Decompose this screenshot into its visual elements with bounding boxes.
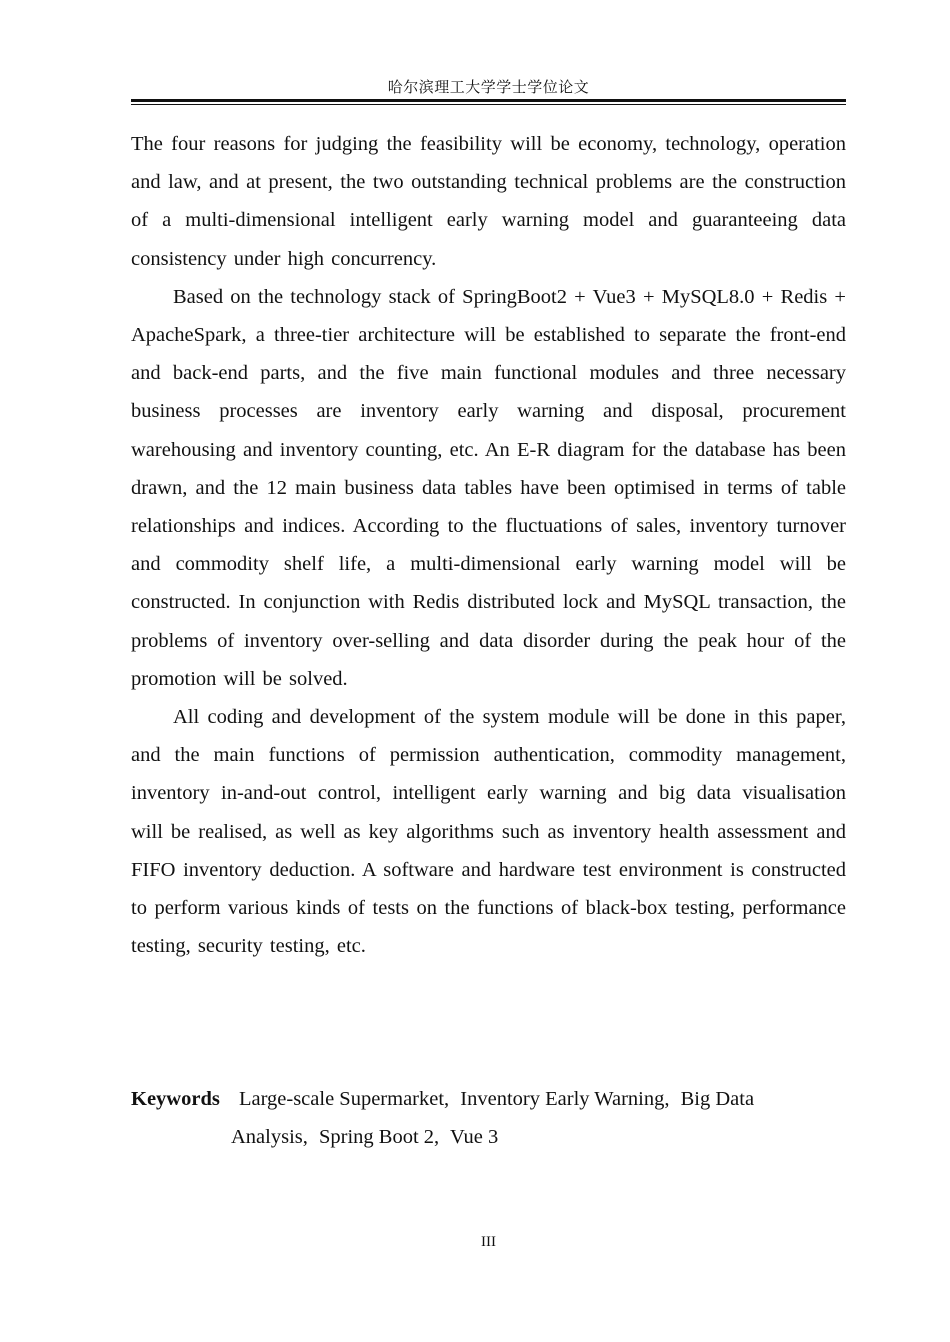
- keyword-item: Big Data: [680, 1088, 755, 1110]
- keywords-block: [131, 1080, 846, 1156]
- header-rule-thin: [131, 104, 846, 105]
- header-rule-thick: [131, 99, 846, 102]
- keyword-item: Large-scale Supermarket,: [238, 1088, 450, 1110]
- keyword-item: Vue 3: [449, 1126, 499, 1148]
- paragraph-1: The four reasons for judging the feasibility will be economy, technology, operation and law, and at present, the two outstanding technical problems are the construction of a multi-dimensional intelligent early warning model and guaranteeing data consistency under high concurrency.: [131, 133, 846, 270]
- abstract-body: [131, 125, 846, 965]
- paragraph-3: All coding and development of the system module will be done in this paper, and the main functions of permission authentication, commodity management, inventory in-and-out control, intelligent early warning and big data visualisation will be realised, as well as key algorithms such as inventory health assessment and FIFO inventory deduction. A software and hardware test environment is constructed to perform various kinds of tests on the functions of black-box testing, performance testing, security testing, etc.: [131, 706, 846, 958]
- keyword-item: Spring Boot 2,: [319, 1126, 440, 1148]
- keywords-line-1: [131, 1080, 846, 1118]
- paragraph-2: Based on the technology stack of SpringBoot2 + Vue3 + MySQL8.0 + Redis + ApacheSpark, a three-tier architecture will be established to separate the front-end and back-end parts, and the five main functional modules and three necessary business processes are inventory early warning and disposal, procurement warehousing and inventory counting, etc. An E-R diagram for the database has been drawn, and the 12 main business data tables have been optimised in terms of table relationships and indices. According to the fluctuations of sales, inventory turnover and commodity shelf life, a multi-dimensional early warning model will be constructed. In conjunction with Redis distributed lock and MySQL transaction, the problems of inventory over-selling and data disorder during the peak hour of the promotion will be solved.: [131, 285, 846, 690]
- keywords-label: Keywords: [131, 1088, 220, 1110]
- keywords-line-2: [131, 1118, 846, 1156]
- page-header: 哈尔滨理工大学学士学位论文: [387, 80, 590, 96]
- keyword-item: Inventory Early Warning,: [460, 1088, 670, 1110]
- page-number: III: [481, 1234, 496, 1250]
- keyword-item: Analysis,: [231, 1126, 308, 1148]
